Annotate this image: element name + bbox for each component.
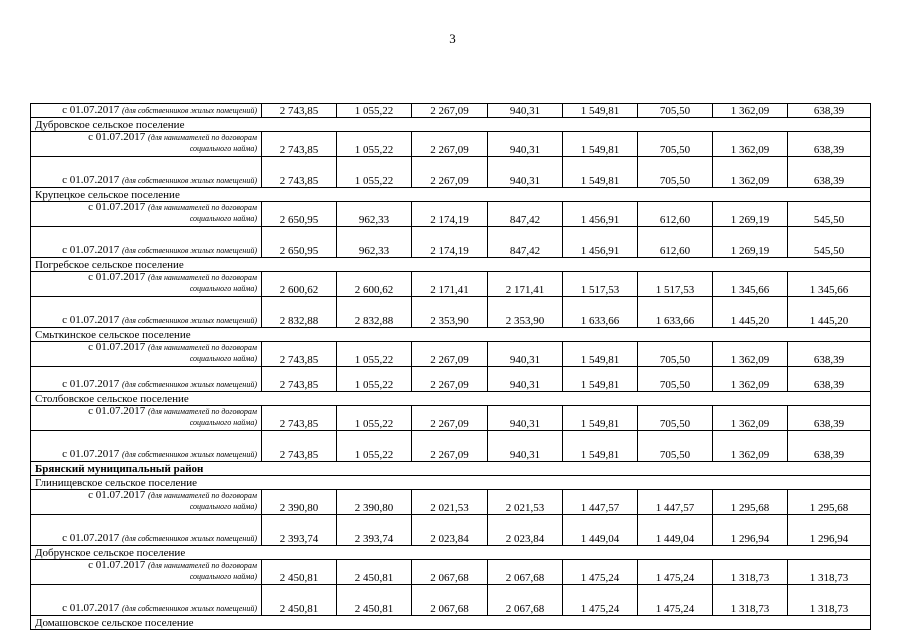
table-cell: 638,39: [788, 431, 871, 462]
table-cell: 705,50: [638, 431, 713, 462]
table-cell: 1 633,66: [563, 297, 638, 328]
table-cell: 1 475,24: [563, 585, 638, 616]
table-cell: 1 318,73: [788, 585, 871, 616]
table-cell: 962,33: [337, 202, 412, 227]
row-note-tenants-line2: социального найма): [189, 502, 257, 511]
table-cell: 2 450,81: [262, 560, 337, 585]
row-note-owners: (для собственников жилых помещений): [122, 604, 257, 613]
table-cell: 1 549,81: [563, 157, 638, 188]
settlement-header: Погребское сельское поселение: [31, 258, 871, 272]
table-row: [31, 560, 871, 585]
table-row: [31, 297, 871, 328]
table-row: [31, 431, 871, 462]
row-note-owners: (для собственников жилых помещений): [122, 176, 257, 185]
table-cell: 2 171,41: [488, 272, 563, 297]
table-cell: 1 475,24: [638, 560, 713, 585]
table-cell: 2 600,62: [337, 272, 412, 297]
table-cell: 1 456,91: [563, 202, 638, 227]
table-cell: 705,50: [638, 406, 713, 431]
table-cell: 1 549,81: [563, 342, 638, 367]
table-cell: 1 517,53: [638, 272, 713, 297]
row-date: с 01.07.2017: [88, 271, 146, 283]
table-cell: 1 055,22: [337, 406, 412, 431]
table-cell: 1 055,22: [337, 104, 412, 118]
settlement-header: Глинищевское сельское поселение: [31, 476, 871, 490]
row-date: с 01.07.2017: [62, 448, 120, 460]
row-label: [31, 560, 262, 585]
table-cell: 1 295,68: [713, 490, 788, 515]
row-date: с 01.07.2017: [88, 131, 146, 143]
table-cell: 1 362,09: [713, 431, 788, 462]
row-label-stack: [88, 202, 257, 224]
table-cell: 638,39: [788, 104, 871, 118]
table-cell: 2 650,95: [262, 227, 337, 258]
table-cell: 847,42: [488, 202, 563, 227]
table-cell: 2 450,81: [262, 585, 337, 616]
row-date: с 01.07.2017: [88, 559, 146, 571]
row-note-tenants-line2: социального найма): [189, 284, 257, 293]
table-cell: 1 449,04: [638, 515, 713, 546]
table-cell: 1 362,09: [713, 406, 788, 431]
row-date: с 01.07.2017: [62, 314, 120, 326]
row-label-stack: [88, 342, 257, 364]
table-cell: 1 055,22: [337, 157, 412, 188]
table-cell: 1 633,66: [638, 297, 713, 328]
table-cell: 705,50: [638, 104, 713, 118]
table-cell: 2 450,81: [337, 585, 412, 616]
table-cell: 2 743,85: [262, 132, 337, 157]
row-date: с 01.07.2017: [88, 201, 146, 213]
table-cell: 2 390,80: [337, 490, 412, 515]
table-cell: 1 296,94: [713, 515, 788, 546]
row-note-tenants-line1: (для нанимателей по договорам: [148, 491, 257, 500]
tariff-table-body: [31, 104, 871, 630]
table-cell: 1 475,24: [638, 585, 713, 616]
table-row: [31, 157, 871, 188]
section-header-row: [31, 392, 871, 406]
row-label: [31, 406, 262, 431]
table-cell: 1 318,73: [713, 560, 788, 585]
table-cell: 1 549,81: [563, 406, 638, 431]
row-date: с 01.07.2017: [62, 378, 120, 390]
table-cell: 545,50: [788, 202, 871, 227]
row-label-stack: [88, 560, 257, 582]
section-header-row: [31, 616, 871, 630]
row-date: с 01.07.2017: [62, 532, 120, 544]
section-header-row: [31, 462, 871, 476]
row-label: [31, 157, 262, 188]
table-cell: 2 832,88: [337, 297, 412, 328]
table-cell: 2 267,09: [412, 157, 488, 188]
row-note-tenants-line1: (для нанимателей по договорам: [148, 561, 257, 570]
table-cell: 1 447,57: [563, 490, 638, 515]
table-cell: 705,50: [638, 157, 713, 188]
row-label: [31, 227, 262, 258]
table-cell: 1 295,68: [788, 490, 871, 515]
table-row: [31, 227, 871, 258]
table-cell: 2 267,09: [412, 342, 488, 367]
table-cell: 1 362,09: [713, 367, 788, 392]
table-cell: 612,60: [638, 227, 713, 258]
table-cell: 638,39: [788, 406, 871, 431]
table-cell: 2 743,85: [262, 104, 337, 118]
row-note-tenants-line2: социального найма): [189, 214, 257, 223]
table-cell: 1 318,73: [713, 585, 788, 616]
table-row: [31, 515, 871, 546]
table-cell: 940,31: [488, 431, 563, 462]
row-label: [31, 431, 262, 462]
table-row: [31, 202, 871, 227]
table-cell: 2 067,68: [412, 560, 488, 585]
row-label: [31, 132, 262, 157]
section-header-row: [31, 188, 871, 202]
table-cell: 1 345,66: [713, 272, 788, 297]
table-cell: 1 362,09: [713, 132, 788, 157]
table-cell: 2 171,41: [412, 272, 488, 297]
row-note-tenants-line1: (для нанимателей по договорам: [148, 133, 257, 142]
row-note-tenants-line1: (для нанимателей по договорам: [148, 407, 257, 416]
table-cell: 940,31: [488, 157, 563, 188]
table-cell: 2 832,88: [262, 297, 337, 328]
table-cell: 2 267,09: [412, 431, 488, 462]
table-cell: 705,50: [638, 132, 713, 157]
row-label: [31, 104, 262, 118]
settlement-header: Столбовское сельское поселение: [31, 392, 871, 406]
table-cell: 1 475,24: [563, 560, 638, 585]
row-label: [31, 342, 262, 367]
row-label-stack: [88, 272, 257, 294]
table-cell: 1 456,91: [563, 227, 638, 258]
table-cell: 638,39: [788, 132, 871, 157]
table-cell: 847,42: [488, 227, 563, 258]
table-row: [31, 585, 871, 616]
row-note-owners: (для собственников жилых помещений): [122, 534, 257, 543]
table-cell: 2 743,85: [262, 342, 337, 367]
table-cell: 940,31: [488, 367, 563, 392]
table-cell: 940,31: [488, 342, 563, 367]
table-cell: 1 269,19: [713, 202, 788, 227]
table-cell: 2 600,62: [262, 272, 337, 297]
row-note-tenants-line1: (для нанимателей по договорам: [148, 343, 257, 352]
section-header-row: [31, 476, 871, 490]
table-cell: 2 450,81: [337, 560, 412, 585]
row-note-tenants-line1: (для нанимателей по договорам: [148, 273, 257, 282]
table-cell: 2 393,74: [337, 515, 412, 546]
row-note-owners: (для собственников жилых помещений): [122, 450, 257, 459]
settlement-header: Смьткинское сельское поселение: [31, 328, 871, 342]
row-date: с 01.07.2017: [62, 244, 120, 256]
row-label: [31, 367, 262, 392]
table-row: [31, 406, 871, 431]
table-cell: 2 743,85: [262, 431, 337, 462]
table-row: [31, 272, 871, 297]
table-cell: 2 267,09: [412, 367, 488, 392]
table-cell: 2 174,19: [412, 227, 488, 258]
row-note-owners: (для собственников жилых помещений): [122, 246, 257, 255]
table-cell: 1 055,22: [337, 367, 412, 392]
table-cell: 1 055,22: [337, 431, 412, 462]
table-cell: 1 549,81: [563, 132, 638, 157]
section-header-row: [31, 328, 871, 342]
table-cell: 2 743,85: [262, 406, 337, 431]
table-cell: 1 345,66: [788, 272, 871, 297]
table-row: [31, 367, 871, 392]
table-cell: 2 067,68: [488, 560, 563, 585]
table-cell: 1 318,73: [788, 560, 871, 585]
row-date: с 01.07.2017: [88, 341, 146, 353]
table-row: [31, 490, 871, 515]
table-cell: 2 067,68: [488, 585, 563, 616]
table-cell: 1 362,09: [713, 342, 788, 367]
table-cell: 962,33: [337, 227, 412, 258]
row-date: с 01.07.2017: [88, 405, 146, 417]
table-cell: 2 023,84: [412, 515, 488, 546]
table-cell: 2 021,53: [412, 490, 488, 515]
page-number: 3: [449, 31, 456, 46]
table-cell: 2 743,85: [262, 157, 337, 188]
settlement-header: Крупецкое сельское поселение: [31, 188, 871, 202]
table-cell: 2 650,95: [262, 202, 337, 227]
table-cell: 2 743,85: [262, 367, 337, 392]
row-label: [31, 490, 262, 515]
table-cell: 940,31: [488, 406, 563, 431]
table-cell: 705,50: [638, 342, 713, 367]
table-cell: 2 267,09: [412, 132, 488, 157]
table-cell: 638,39: [788, 342, 871, 367]
table-cell: 1 055,22: [337, 342, 412, 367]
table-cell: 638,39: [788, 157, 871, 188]
table-cell: 940,31: [488, 104, 563, 118]
table-cell: 2 174,19: [412, 202, 488, 227]
row-label: [31, 297, 262, 328]
table-cell: 2 353,90: [488, 297, 563, 328]
settlement-header: Домашовское сельское поселение: [31, 616, 871, 630]
row-note-tenants-line2: социального найма): [189, 354, 257, 363]
table-cell: 2 393,74: [262, 515, 337, 546]
district-header: Брянский муниципальный район: [31, 462, 871, 476]
table-cell: 2 267,09: [412, 406, 488, 431]
row-label: [31, 202, 262, 227]
row-note-owners: (для собственников жилых помещений): [122, 106, 257, 115]
settlement-header: Дубровское сельское поселение: [31, 118, 871, 132]
table-cell: 1 549,81: [563, 104, 638, 118]
row-date: с 01.07.2017: [62, 104, 120, 116]
row-note-tenants-line2: социального найма): [189, 418, 257, 427]
table-cell: 545,50: [788, 227, 871, 258]
row-date: с 01.07.2017: [62, 174, 120, 186]
table-cell: 1 549,81: [563, 367, 638, 392]
table-cell: 1 362,09: [713, 157, 788, 188]
row-label: [31, 515, 262, 546]
table-cell: 2 267,09: [412, 104, 488, 118]
table-cell: 2 067,68: [412, 585, 488, 616]
table-cell: 1 517,53: [563, 272, 638, 297]
table-cell: 1 445,20: [788, 297, 871, 328]
table-cell: 940,31: [488, 132, 563, 157]
table-cell: 638,39: [788, 367, 871, 392]
section-header-row: [31, 546, 871, 560]
section-header-row: [31, 258, 871, 272]
table-row: [31, 104, 871, 118]
row-note-tenants-line1: (для нанимателей по договорам: [148, 203, 257, 212]
section-header-row: [31, 118, 871, 132]
table-cell: 2 023,84: [488, 515, 563, 546]
table-cell: 2 021,53: [488, 490, 563, 515]
table-cell: 705,50: [638, 367, 713, 392]
row-label: [31, 585, 262, 616]
row-label-stack: [88, 132, 257, 154]
row-label: [31, 272, 262, 297]
row-note-tenants-line2: социального найма): [189, 572, 257, 581]
table-cell: 1 362,09: [713, 104, 788, 118]
table-cell: 1 055,22: [337, 132, 412, 157]
table-cell: 1 449,04: [563, 515, 638, 546]
table-cell: 2 353,90: [412, 297, 488, 328]
row-note-owners: (для собственников жилых помещений): [122, 316, 257, 325]
row-label-stack: [88, 490, 257, 512]
table-cell: 1 447,57: [638, 490, 713, 515]
table-row: [31, 132, 871, 157]
row-note-owners: (для собственников жилых помещений): [122, 380, 257, 389]
table-cell: 1 445,20: [713, 297, 788, 328]
table-cell: 1 549,81: [563, 431, 638, 462]
table-cell: 1 296,94: [788, 515, 871, 546]
table-cell: 612,60: [638, 202, 713, 227]
row-note-tenants-line2: социального найма): [189, 144, 257, 153]
tariff-table: [30, 103, 871, 630]
table-cell: 1 269,19: [713, 227, 788, 258]
row-label-stack: [88, 406, 257, 428]
table-cell: 2 390,80: [262, 490, 337, 515]
settlement-header: Добрунское сельское поселение: [31, 546, 871, 560]
table-row: [31, 342, 871, 367]
row-date: с 01.07.2017: [88, 489, 146, 501]
row-date: с 01.07.2017: [62, 602, 120, 614]
